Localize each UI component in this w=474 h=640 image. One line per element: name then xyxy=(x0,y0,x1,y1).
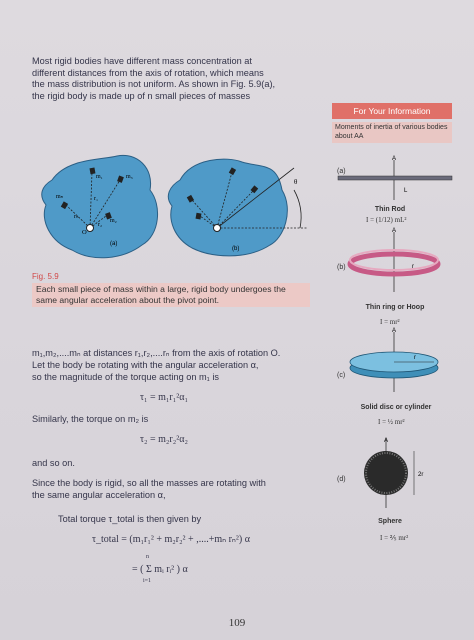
shape-name: Thin ring or Hoop xyxy=(365,304,425,311)
body-line: Similarly, the torque on m₂ is xyxy=(32,414,149,424)
mass-label: m₃ xyxy=(126,174,133,180)
figure-label: Fig. 5.9 xyxy=(32,272,59,281)
intro-line: the mass distribution is not uniform. As shown in Fig. 5.9(a), xyxy=(32,79,276,90)
shape-name: Thin Rod xyxy=(374,206,406,213)
dimension-label: 2r xyxy=(418,472,424,478)
dimension-label: r xyxy=(414,355,416,361)
dimension-label: L xyxy=(404,188,408,194)
axis-label: A xyxy=(392,228,397,234)
item-marker: (c) xyxy=(337,372,346,379)
shape-formula: I = ⅖ mr² xyxy=(380,534,409,542)
dimension-label: r xyxy=(412,264,414,270)
info-box-title: For Your Information xyxy=(332,103,452,119)
panel-label: (b) xyxy=(232,246,240,252)
angle-label: θ xyxy=(294,178,298,186)
mass-label: m₁ xyxy=(96,174,103,180)
pivot-b xyxy=(214,225,221,232)
radius-label: r₁ xyxy=(94,196,99,202)
body-line: m₁,m₂,....mₙ at distances r₁,r₂,....rₙ from the axis of rotation O. xyxy=(32,348,281,358)
info-box-subtitle: Moments of inertia of various bodies about AA xyxy=(332,122,452,143)
shape-formula: I = ½ mr² xyxy=(378,418,405,426)
intro-line: Most rigid bodies have different mass concentration at xyxy=(32,56,252,66)
sphere xyxy=(364,451,408,495)
thin-rod xyxy=(338,176,452,180)
axis-label: A xyxy=(392,156,397,162)
radius-label: r₂ xyxy=(98,222,103,228)
axis-label: A xyxy=(392,328,397,334)
mass-label: mₙ xyxy=(56,194,64,200)
shape-name: Solid disc or cylinder xyxy=(360,404,432,411)
equation-torque-1: τ₁ = m₁r₁²α₁ xyxy=(140,392,188,403)
intro-line: the rigid body is made up of n small pieces of masses xyxy=(32,90,251,101)
item-marker: (d) xyxy=(337,476,346,483)
page-number: 109 xyxy=(228,617,246,629)
shape-name: Sphere xyxy=(378,518,402,525)
origin-label: O xyxy=(82,229,87,236)
radius-label: rₙ xyxy=(74,214,79,220)
figure-5-9 xyxy=(32,150,312,270)
body-line: Since the body is rigid, so all the masses are rotating with xyxy=(32,478,266,488)
intro-paragraph xyxy=(32,56,320,102)
sum-upper-limit: n xyxy=(146,554,149,560)
body-line: Let the body be rotating with the angular acceleration α, xyxy=(32,360,259,370)
panel-label: (a) xyxy=(110,241,118,247)
body-line: and so on. xyxy=(32,458,75,468)
shape-formula: I = (1/12) mL² xyxy=(366,216,407,224)
rigid-body-b xyxy=(168,159,287,256)
sum-lower-limit: i=1 xyxy=(143,578,152,584)
body-line: Total torque τ_total is then given by xyxy=(58,514,202,524)
rigid-body-a xyxy=(42,155,158,257)
axis-label: A xyxy=(384,438,389,444)
equation-torque-2: τ₂ = m₂r₂²α₂ xyxy=(140,434,188,445)
pivot-a xyxy=(87,225,94,232)
equation-total-torque: τ_total = (m₁r₁² + m₂r₂² + ,....+mₙ rₙ²) α xyxy=(92,534,250,545)
item-marker: (b) xyxy=(337,264,346,271)
equation-sum: = ( Σ mᵢ rᵢ² ) α xyxy=(132,564,188,575)
body-line: so the magnitude of the torque acting on m₁ is xyxy=(32,372,219,382)
body-line: the same angular acceleration α, xyxy=(32,490,166,500)
figure-caption: Each small piece of mass within a large, rigid body undergoes the same angular acceleration about the pivot point. xyxy=(32,283,310,307)
intro-line: different distances from the axis of rotation, which means xyxy=(32,67,264,78)
item-marker: (a) xyxy=(337,168,346,175)
mass-label: m₂ xyxy=(110,218,117,224)
shape-formula: I = mr² xyxy=(380,318,400,326)
